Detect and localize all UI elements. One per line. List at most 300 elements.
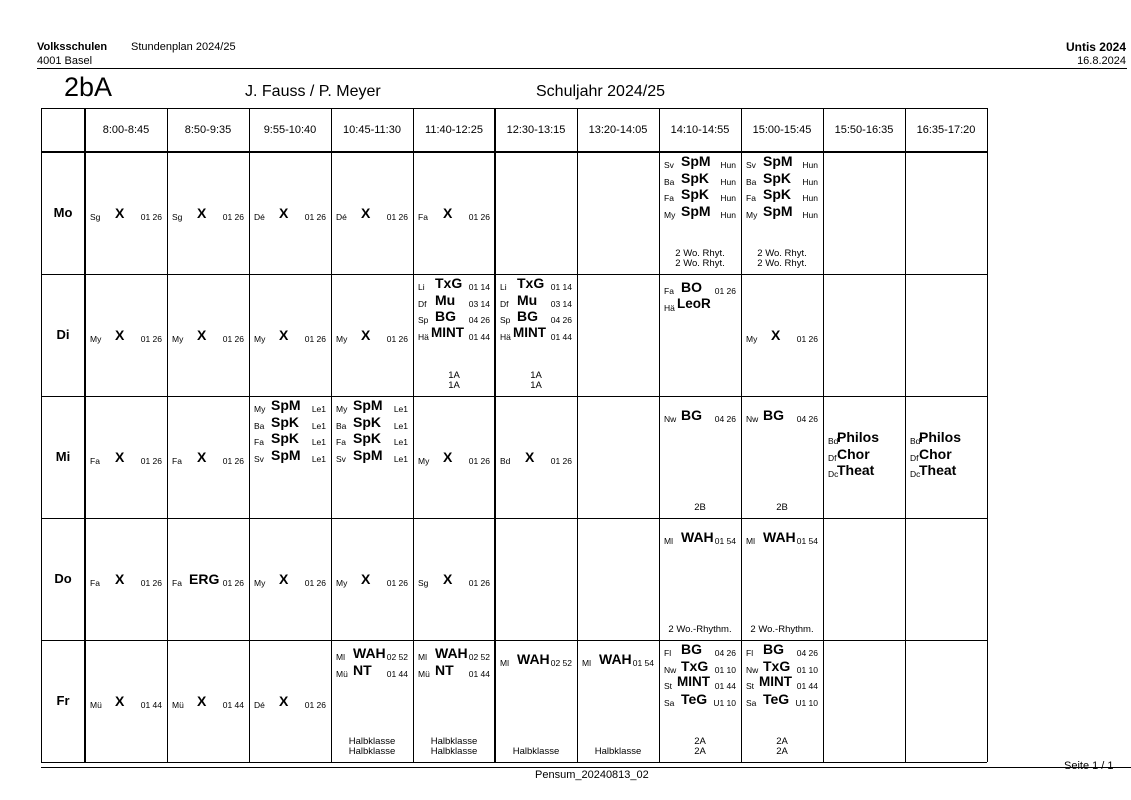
lesson-cell[interactable]: [413, 274, 495, 396]
subject: SpK: [681, 169, 709, 186]
room: Le1: [311, 420, 326, 431]
teacher-initials: Mü: [418, 668, 430, 679]
subject: X: [361, 205, 371, 221]
teacher-initials: My: [746, 209, 758, 220]
pensum-label: Pensum_20240813_02: [535, 769, 649, 781]
lesson-cell[interactable]: [741, 640, 823, 762]
teacher-initials: Bd: [500, 456, 511, 466]
lesson-entry: [495, 293, 577, 310]
lesson-cell[interactable]: [741, 396, 823, 518]
class-teachers: J. Fauss / P. Meyer: [245, 83, 381, 100]
lesson-entry: [659, 187, 741, 204]
teacher-initials: Sg: [90, 212, 101, 222]
lesson-entry: [823, 430, 905, 447]
room: Hun: [720, 176, 736, 187]
lesson-cell[interactable]: [249, 396, 331, 518]
lesson-cell[interactable]: [495, 274, 577, 396]
org-name: Volksschulen: [37, 41, 108, 53]
header-rule: [37, 68, 1127, 69]
teacher-initials: Nw: [746, 414, 759, 424]
lesson-cell[interactable]: [659, 274, 741, 396]
teacher-initials: My: [418, 456, 430, 466]
teacher-initials: Ba: [254, 420, 265, 431]
lesson-cell[interactable]: [413, 152, 495, 274]
lesson-note: 1A: [530, 370, 542, 381]
teacher-initials: Fa: [418, 212, 428, 222]
grid-hline: [41, 762, 987, 763]
room: 03 14: [468, 298, 490, 309]
lesson-cell[interactable]: [331, 274, 413, 396]
subject: X: [279, 571, 289, 587]
lesson-entry: [249, 398, 331, 415]
teacher-initials: Ba: [664, 176, 675, 187]
room: Le1: [311, 437, 326, 447]
timetable-grid: [41, 108, 987, 762]
teacher-initials: My: [664, 209, 676, 220]
lesson-cell[interactable]: [85, 518, 167, 640]
teacher-initials: Fl: [664, 648, 672, 658]
subject: X: [279, 327, 289, 343]
teacher-initials: Sv: [746, 160, 756, 170]
teacher-initials: Sp: [418, 315, 429, 325]
subject: WAH: [353, 645, 386, 661]
lesson-cell[interactable]: [249, 274, 331, 396]
lesson-cell[interactable]: [167, 152, 249, 274]
teacher-initials: My: [336, 578, 348, 588]
subject: X: [197, 693, 207, 709]
room: 01 26: [386, 212, 408, 222]
teacher-initials: Sa: [746, 697, 757, 708]
lesson-entry: [413, 326, 495, 343]
lesson-entry: [331, 415, 413, 432]
room: 01 14: [550, 282, 572, 292]
lesson-entry: [495, 652, 577, 668]
lesson-entry: [905, 430, 987, 447]
subject: MINT: [759, 674, 792, 689]
subject: X: [279, 693, 289, 709]
lesson-cell[interactable]: [167, 518, 249, 640]
subject: SpK: [681, 186, 709, 202]
time-slot-header: 13:20-14:05: [588, 124, 648, 136]
subject: SpM: [763, 202, 793, 219]
teacher-initials: Ml: [582, 658, 591, 668]
room: 01 26: [140, 212, 162, 222]
subject: TxG: [517, 275, 545, 291]
subject: X: [197, 449, 207, 465]
subject: SpM: [681, 202, 711, 219]
lesson-note: 2A: [694, 746, 706, 757]
lesson-entry: [413, 309, 495, 326]
lesson-cell[interactable]: [167, 640, 249, 762]
room: 01 26: [222, 334, 244, 344]
room: 04 26: [468, 315, 490, 325]
lesson-entry: [659, 204, 741, 221]
subject: TxG: [681, 657, 709, 674]
software-name: Untis 2024: [1065, 40, 1126, 54]
room: 01 26: [304, 334, 326, 344]
teacher-initials: Mü: [172, 700, 184, 710]
time-slot-header: 12:30-13:15: [506, 124, 566, 136]
subject: X: [197, 327, 207, 343]
lesson-cell[interactable]: [413, 396, 495, 518]
subject: X: [115, 327, 125, 343]
teacher-initials: Nw: [664, 414, 677, 424]
lesson-entry: [659, 297, 741, 314]
day-label: Mi: [55, 449, 71, 464]
subject: SpK: [353, 413, 381, 430]
lesson-cell[interactable]: [85, 274, 167, 396]
lesson-entry: [659, 692, 741, 709]
teacher-initials: Sv: [336, 453, 346, 464]
lesson-entry: [659, 408, 741, 424]
lesson-note: Halbklasse: [430, 746, 478, 757]
room: 01 44: [714, 681, 736, 691]
lesson-entry: [495, 326, 577, 343]
lesson-entry: [331, 398, 413, 415]
subject: SpK: [763, 186, 791, 202]
lesson-entry: [495, 276, 577, 293]
room: Hun: [720, 160, 736, 170]
lesson-entry: [249, 694, 331, 710]
subject: BG: [435, 308, 456, 324]
room: 01 26: [796, 334, 818, 344]
room: Le1: [393, 404, 408, 414]
lesson-entry: [167, 328, 249, 344]
lesson-cell[interactable]: [659, 518, 741, 640]
lesson-note: 2A: [776, 736, 788, 747]
room: 02 52: [550, 658, 572, 668]
lesson-cell[interactable]: [85, 152, 167, 274]
subject: X: [443, 449, 453, 465]
room: 01 26: [304, 578, 326, 588]
lesson-entry: [741, 530, 823, 546]
teacher-initials: Fa: [664, 286, 674, 296]
page-number: Seite 1 / 1: [1064, 760, 1114, 772]
lesson-entry: [659, 280, 741, 297]
lesson-entry: [331, 572, 413, 588]
teacher-initials: Dé: [336, 212, 347, 222]
org-address: 4001 Basel: [37, 55, 93, 67]
room: Le1: [393, 437, 408, 447]
subject: TeG: [763, 690, 790, 707]
room: Le1: [393, 453, 408, 464]
room: 03 14: [550, 298, 572, 309]
subject: SpM: [353, 397, 383, 413]
room: 01 54: [714, 536, 736, 546]
teacher-initials: My: [90, 334, 102, 344]
lesson-cell[interactable]: [249, 518, 331, 640]
room: 02 52: [468, 652, 490, 662]
lesson-entry: [167, 572, 249, 588]
lesson-note: Halbklasse: [512, 746, 560, 757]
room: 01 26: [468, 212, 490, 222]
lesson-entry: [85, 694, 167, 710]
room: 01 44: [468, 331, 490, 342]
room: 01 26: [714, 286, 736, 296]
lesson-entry: [249, 448, 331, 465]
lesson-cell[interactable]: [331, 518, 413, 640]
lesson-cell[interactable]: [577, 640, 659, 762]
teacher-initials: My: [336, 404, 348, 414]
subject: WAH: [517, 651, 550, 667]
subject: X: [443, 205, 453, 221]
lesson-entry: [331, 328, 413, 344]
day-label: Do: [54, 571, 72, 586]
lesson-entry: [413, 293, 495, 310]
day-label: Di: [56, 327, 70, 342]
lesson-cell[interactable]: [659, 152, 741, 274]
lesson-entry: [659, 530, 741, 546]
teacher-initials: Fa: [172, 578, 182, 588]
subject: X: [115, 571, 125, 587]
teacher-initials: Nw: [746, 664, 759, 675]
lesson-entry: [331, 448, 413, 465]
teacher-initials: Fa: [172, 456, 182, 466]
room: 01 26: [304, 700, 326, 710]
print-date: 16.8.2024: [1077, 55, 1126, 67]
subject: X: [361, 327, 371, 343]
lesson-entry: [249, 431, 331, 448]
room: 01 26: [550, 456, 572, 466]
lesson-entry: [659, 171, 741, 188]
subject: SpM: [353, 446, 383, 463]
lesson-cell[interactable]: [823, 396, 905, 518]
lesson-entry: [741, 642, 823, 659]
teacher-initials: Df: [418, 298, 427, 309]
teacher-initials: Ba: [746, 176, 757, 187]
lesson-entry: [741, 408, 823, 424]
lesson-entry: [85, 206, 167, 222]
teacher-initials: Ml: [418, 652, 427, 662]
lesson-entry: [249, 415, 331, 432]
lesson-note: 2 Wo. Rhyt.: [757, 258, 807, 269]
subject: NT: [435, 661, 454, 678]
room: 01 26: [140, 578, 162, 588]
subject: BG: [681, 407, 702, 423]
lesson-entry: [659, 659, 741, 676]
lesson-entry: [249, 206, 331, 222]
teacher-initials: Sp: [500, 315, 511, 325]
subject: X: [525, 449, 535, 465]
teacher-initials: Hä: [418, 331, 429, 342]
room: Hun: [802, 160, 818, 170]
lesson-entry: [85, 328, 167, 344]
lesson-note: Halbklasse: [348, 736, 396, 747]
lesson-entry: [249, 572, 331, 588]
subject: BG: [681, 641, 702, 657]
teacher-initials: My: [172, 334, 184, 344]
lesson-note: 2 Wo.-Rhythm.: [750, 624, 814, 635]
lesson-entry: [741, 204, 823, 221]
teacher-initials: Fa: [336, 437, 346, 447]
lesson-cell[interactable]: [741, 518, 823, 640]
lesson-entry: [823, 463, 905, 480]
room: Le1: [393, 420, 408, 431]
lesson-cell[interactable]: [85, 396, 167, 518]
time-slot-header: 8:00-8:45: [102, 124, 150, 136]
subject: X: [361, 571, 371, 587]
subject: SpM: [763, 153, 793, 169]
room: 01 26: [140, 456, 162, 466]
teacher-initials: Nw: [664, 664, 677, 675]
subject: SpM: [271, 397, 301, 413]
subject: WAH: [435, 645, 468, 661]
subject: LeoR: [677, 295, 711, 311]
lesson-note: 2 Wo. Rhyt.: [675, 258, 725, 269]
teacher-initials: Hä: [664, 302, 675, 313]
room: U1 10: [795, 697, 818, 708]
teacher-initials: Sg: [172, 212, 183, 222]
subject: WAH: [599, 651, 632, 667]
lesson-entry: [413, 663, 495, 680]
teacher-initials: My: [254, 578, 266, 588]
teacher-initials: Bd: [828, 436, 839, 446]
lesson-entry: [413, 450, 495, 466]
teacher-initials: Sg: [418, 578, 429, 588]
teacher-initials: St: [746, 681, 755, 691]
lesson-cell[interactable]: [741, 152, 823, 274]
subject: BO: [681, 279, 702, 295]
lesson-cell[interactable]: [331, 640, 413, 762]
lesson-cell[interactable]: [167, 396, 249, 518]
lesson-entry: [413, 572, 495, 588]
subject: SpK: [271, 430, 299, 446]
subject: X: [115, 205, 125, 221]
subject: X: [771, 327, 781, 343]
time-slot-header: 8:50-9:35: [184, 124, 232, 136]
lesson-cell[interactable]: [85, 640, 167, 762]
room: Le1: [311, 404, 326, 414]
lesson-note: 2B: [776, 502, 788, 513]
subject: BG: [763, 641, 784, 657]
teacher-initials: Fa: [90, 578, 100, 588]
lesson-note: Halbklasse: [594, 746, 642, 757]
teacher-initials: Ml: [336, 652, 345, 662]
room: Hun: [802, 176, 818, 187]
lesson-note: 1A: [530, 380, 542, 391]
teacher-initials: My: [254, 404, 266, 414]
subject: TeG: [681, 690, 708, 707]
lesson-note: 1A: [448, 380, 460, 391]
lesson-entry: [413, 206, 495, 222]
room: 01 44: [468, 668, 490, 679]
room: 01 26: [222, 578, 244, 588]
teacher-initials: Fa: [90, 456, 100, 466]
teacher-initials: Li: [500, 282, 507, 292]
room: 01 10: [714, 664, 736, 675]
lesson-cell[interactable]: [659, 396, 741, 518]
lesson-cell[interactable]: [495, 396, 577, 518]
teacher-initials: Sv: [664, 160, 674, 170]
teacher-initials: My: [746, 334, 758, 344]
room: 01 26: [222, 456, 244, 466]
room: 04 26: [714, 648, 736, 658]
teacher-initials: Dc: [910, 469, 921, 479]
teacher-initials: Ba: [336, 420, 347, 431]
lesson-cell[interactable]: [741, 274, 823, 396]
room: 01 26: [468, 578, 490, 588]
lesson-entry: [823, 447, 905, 464]
subject: X: [279, 205, 289, 221]
teacher-initials: Fa: [746, 193, 756, 203]
lesson-cell[interactable]: [905, 396, 987, 518]
lesson-entry: [167, 206, 249, 222]
room: Hun: [802, 193, 818, 203]
teacher-initials: Dé: [254, 700, 265, 710]
time-slot-header: 16:35-17:20: [916, 124, 976, 136]
room: 04 26: [714, 414, 736, 424]
lesson-entry: [741, 154, 823, 171]
subject: Theat: [837, 462, 875, 478]
lesson-entry: [659, 154, 741, 171]
lesson-cell[interactable]: [167, 274, 249, 396]
lesson-cell[interactable]: [495, 640, 577, 762]
room: 01 54: [796, 536, 818, 546]
subject: X: [443, 571, 453, 587]
teacher-initials: St: [664, 681, 673, 691]
subject: SpM: [681, 153, 711, 169]
lesson-note: 2B: [694, 502, 706, 513]
lesson-entry: [741, 187, 823, 204]
subject: MINT: [513, 324, 546, 340]
subject: X: [115, 693, 125, 709]
lesson-cell[interactable]: [249, 152, 331, 274]
subject: Chor: [919, 445, 952, 462]
room: 02 52: [386, 652, 408, 662]
subject: X: [115, 449, 125, 465]
lesson-cell[interactable]: [331, 396, 413, 518]
lesson-entry: [495, 450, 577, 466]
room: 01 44: [550, 331, 572, 342]
lesson-cell[interactable]: [413, 640, 495, 762]
lesson-entry: [741, 659, 823, 676]
lesson-entry: [167, 450, 249, 466]
subject: TxG: [763, 657, 791, 674]
teacher-initials: My: [254, 334, 266, 344]
room: 04 26: [796, 648, 818, 658]
lesson-note: 2 Wo.-Rhythm.: [668, 624, 732, 635]
lesson-cell[interactable]: [413, 518, 495, 640]
subject: BG: [517, 308, 538, 324]
grid-vline: [987, 108, 988, 762]
lesson-entry: [741, 692, 823, 709]
room: Hun: [802, 209, 818, 220]
lesson-entry: [413, 646, 495, 663]
time-slot-header: 14:10-14:55: [670, 124, 730, 136]
lesson-note: 2 Wo. Rhyt.: [675, 248, 725, 259]
teacher-initials: Mü: [90, 700, 102, 710]
lesson-cell[interactable]: [659, 640, 741, 762]
lesson-entry: [331, 663, 413, 680]
lesson-cell[interactable]: [331, 152, 413, 274]
subject: SpM: [271, 446, 301, 463]
teacher-initials: Dé: [254, 212, 265, 222]
lesson-entry: [577, 652, 659, 668]
lesson-cell[interactable]: [249, 640, 331, 762]
subject: Mu: [517, 291, 538, 308]
subject: WAH: [681, 529, 714, 545]
subject: SpK: [271, 413, 299, 430]
teacher-initials: Df: [910, 452, 919, 463]
teacher-initials: Fa: [254, 437, 264, 447]
room: 01 10: [796, 664, 818, 675]
teacher-initials: Df: [828, 452, 837, 463]
lesson-entry: [659, 675, 741, 692]
lesson-entry: [413, 276, 495, 293]
room: 01 26: [386, 578, 408, 588]
subject: Philos: [837, 429, 880, 445]
lesson-entry: [495, 309, 577, 326]
